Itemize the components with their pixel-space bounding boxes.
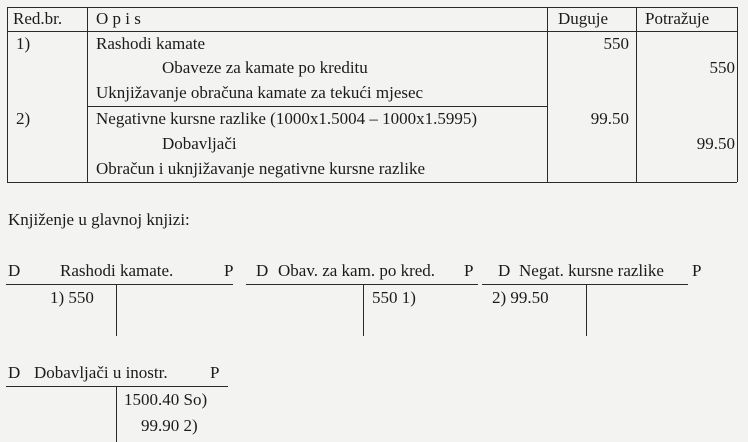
credit-side-label: P <box>210 363 220 382</box>
debit-side-label: D <box>498 261 511 280</box>
debit-account: Rashodi kamate <box>96 34 206 53</box>
t-account-title: Rashodi kamate. <box>60 261 174 280</box>
credit-side-label: P <box>692 261 702 280</box>
entry-description: Uknjižavanje obračuna kamate za tekući mjesec <box>96 83 424 102</box>
entry-number: 2) <box>16 109 31 128</box>
debit-side-label: D <box>8 363 21 382</box>
entry-number: 1) <box>16 34 31 53</box>
credit-entry: 1500.40 So) <box>124 390 208 409</box>
t-account-title: Dobavljači u inostr. <box>34 363 168 382</box>
header-debit: Duguje <box>558 9 609 28</box>
credit-amount: 99.50 <box>696 134 735 153</box>
debit-amount: 550 <box>603 34 629 53</box>
credit-side-label: P <box>464 261 474 280</box>
table-bottom-border <box>7 182 737 183</box>
column-divider-desc <box>547 7 548 182</box>
entry-separator <box>87 106 547 107</box>
t-account-title: Obav. za kam. po kred. <box>278 261 436 280</box>
header-credit: Potražuje <box>645 9 710 28</box>
credit-amount: 550 <box>709 58 735 77</box>
t-account-top-line <box>6 386 228 387</box>
debit-entry: 2) 99.50 <box>492 288 549 307</box>
table-header-separator <box>7 31 737 32</box>
debit-account: Negativne kursne razlike (1000x1.5004 – 1000x1.5995) <box>96 109 477 128</box>
t-account-center-line <box>116 386 117 442</box>
column-divider-debit <box>636 7 637 182</box>
credit-account: Obaveze za kamate po kreditu <box>162 58 368 77</box>
debit-side-label: D <box>256 261 269 280</box>
credit-account: Dobavljači <box>162 134 237 153</box>
debit-amount: 99.50 <box>590 109 629 128</box>
table-top-border <box>7 7 737 8</box>
credit-side-label: P <box>224 261 234 280</box>
t-account-top-line <box>482 284 688 285</box>
t-account-center-line <box>586 284 587 336</box>
t-account-top-line <box>246 284 478 285</box>
t-account-center-line <box>363 284 364 336</box>
credit-entry: 99.90 2) <box>141 416 198 435</box>
column-divider-no <box>87 7 88 182</box>
entry-description: Obračun i uknjižavanje negativne kursne razlike <box>96 159 426 178</box>
t-account-center-line <box>116 284 117 336</box>
header-description: O p i s <box>96 9 141 28</box>
table-right-border <box>737 7 738 182</box>
t-account-top-line <box>6 284 233 285</box>
table-left-border <box>7 7 8 182</box>
ledger-heading: Knjiženje u glavnoj knjizi: <box>8 210 190 229</box>
t-account-title: Negat. kursne razlike <box>519 261 664 280</box>
credit-entry: 550 1) <box>372 288 416 307</box>
header-no: Red.br. <box>13 9 63 28</box>
debit-side-label: D <box>8 261 21 280</box>
debit-entry: 1) 550 <box>50 288 94 307</box>
